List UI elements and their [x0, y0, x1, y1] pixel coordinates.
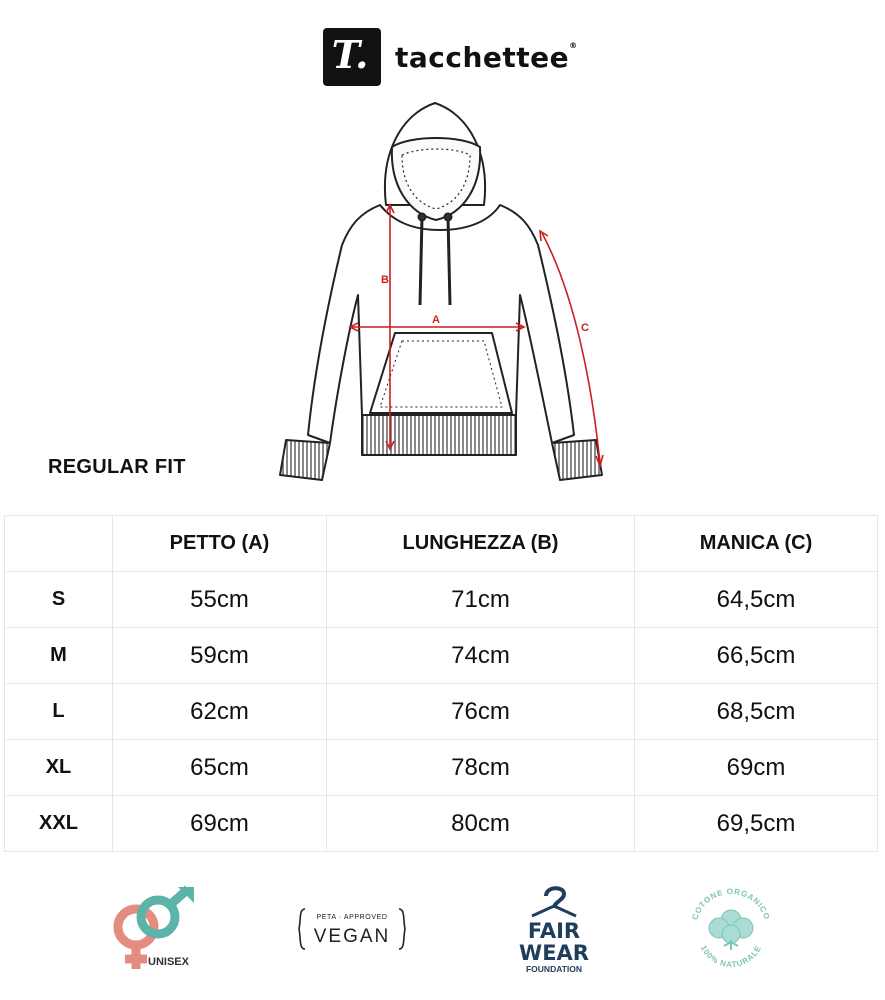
- manica-value: 64,5cm: [635, 572, 878, 628]
- manica-value: 69,5cm: [635, 796, 878, 852]
- petto-value: 55cm: [113, 572, 327, 628]
- table-row: [5, 572, 878, 628]
- vegan-icon: [295, 905, 409, 953]
- brand-name: tacchettee®: [395, 40, 578, 74]
- size-label: XXL: [5, 796, 113, 852]
- manica-value: 68,5cm: [635, 684, 878, 740]
- fairwear-icon: [514, 884, 594, 976]
- lunghezza-value: 78cm: [327, 740, 635, 796]
- lunghezza-value: 74cm: [327, 628, 635, 684]
- petto-value: 65cm: [113, 740, 327, 796]
- table-row: [5, 628, 878, 684]
- fit-title: REGULAR FIT: [48, 456, 186, 478]
- fairwear-line3: FOUNDATION: [525, 964, 583, 974]
- header-petto: PETTO (A): [113, 516, 327, 572]
- size-table: [4, 515, 878, 852]
- fairwear-line1: FAIR: [527, 919, 581, 943]
- table-row: [5, 796, 878, 852]
- petto-value: 62cm: [113, 684, 327, 740]
- petto-value: 59cm: [113, 628, 327, 684]
- manica-value: 69cm: [635, 740, 878, 796]
- manica-value: 66,5cm: [635, 628, 878, 684]
- petto-value: 69cm: [113, 796, 327, 852]
- header-lunghezza: LUNGHEZZA (B): [327, 516, 635, 572]
- header-manica: MANICA (C): [635, 516, 878, 572]
- size-label: S: [5, 572, 113, 628]
- logo-mark: T.: [323, 28, 381, 86]
- unisex-label: UNISEX: [148, 956, 189, 968]
- cotton-top-text: COTONE ORGANICO: [690, 886, 772, 922]
- table-row: [5, 740, 878, 796]
- lunghezza-value: 71cm: [327, 572, 635, 628]
- size-label: XL: [5, 740, 113, 796]
- table-header-row: [5, 516, 878, 572]
- label-b: B: [381, 274, 389, 286]
- hoodie-diagram: [270, 95, 615, 485]
- size-label: M: [5, 628, 113, 684]
- table-row: [5, 684, 878, 740]
- organic-cotton-icon: [684, 882, 778, 976]
- fairwear-line2: WEAR: [519, 941, 589, 965]
- cotton-bottom-text: 100% NATURALE: [698, 943, 764, 970]
- label-c: C: [581, 322, 589, 334]
- vegan-label: VEGAN: [313, 926, 391, 947]
- label-a: A: [432, 314, 440, 326]
- unisex-icon: [106, 885, 206, 977]
- lunghezza-value: 80cm: [327, 796, 635, 852]
- size-label: L: [5, 684, 113, 740]
- brand-logo: [323, 28, 578, 86]
- lunghezza-value: 76cm: [327, 684, 635, 740]
- vegan-top: PETA · APPROVED: [316, 914, 388, 921]
- header-size: [5, 516, 113, 572]
